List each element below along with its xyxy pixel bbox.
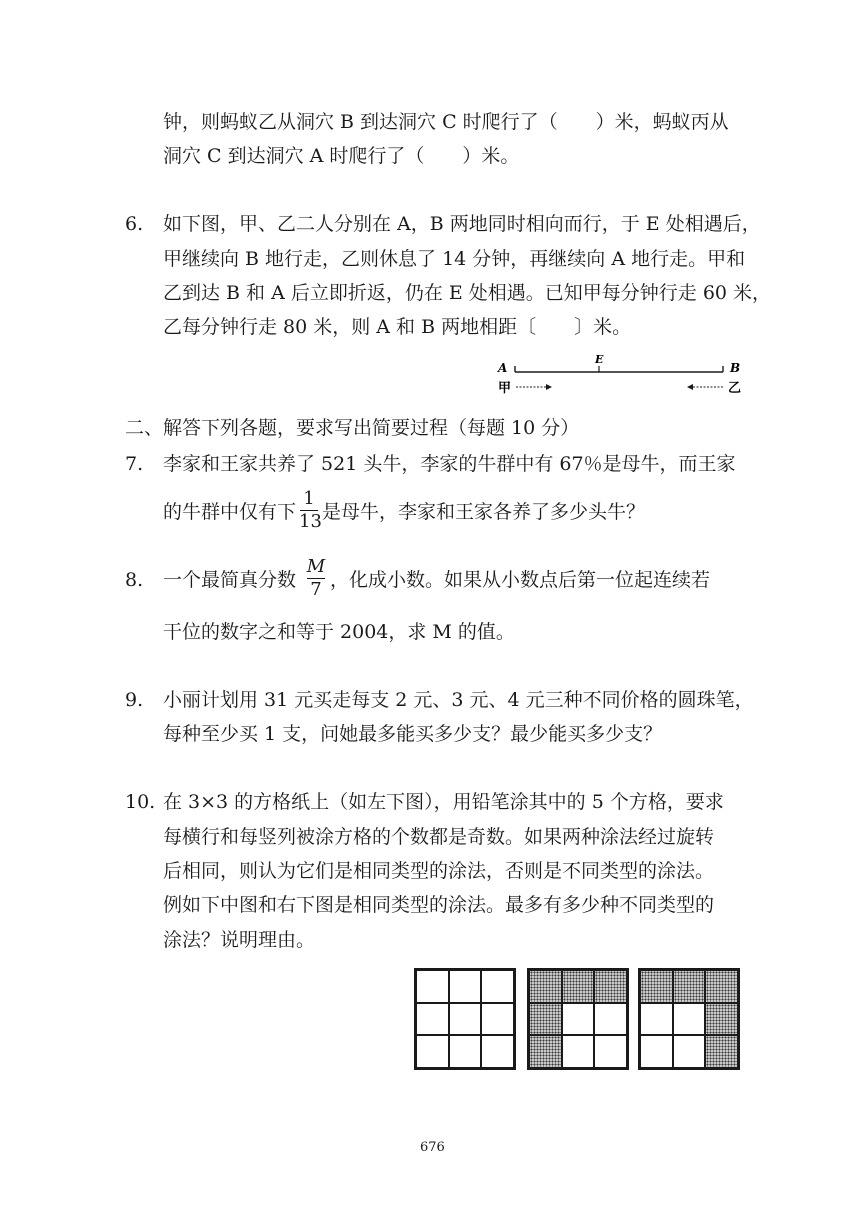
grid-cell-shaded: [529, 1035, 562, 1068]
problem9-number: 9.: [125, 689, 144, 711]
problem10-line-1: 在 3×3 的方格纸上（如左下图），用铅笔涂其中的 5 个方格，要求: [163, 791, 724, 813]
meeting-diagram: [490, 352, 750, 400]
grid-cell: [449, 1003, 482, 1036]
diagram-label-b: B: [730, 361, 741, 375]
problem6-line-3: 乙到达 B 和 A 后立即折返，仍在 E 处相遇。已知甲每分钟行走 60 米，: [163, 282, 772, 304]
problem10-line-4: 例如下中图和右下图是相同类型的涂法。最多有多少种不同类型的: [163, 894, 715, 916]
page-number: 676: [420, 1140, 445, 1155]
grid-cell: [640, 1035, 673, 1068]
yi-arrow-head: [687, 384, 693, 390]
problem6-line-1: 如下图，甲、乙二人分别在 A，B 两地同时相向而行，于 E 处相遇后，: [163, 213, 761, 235]
problem7-line-2-before: 的牛群中仅有下: [163, 501, 297, 523]
grid-right: [638, 968, 740, 1070]
grid-cell: [416, 970, 449, 1003]
problem8-line-2: 干位的数字之和等于 2004，求 M 的值。: [163, 621, 515, 643]
diagram-label-e: E: [595, 353, 604, 366]
problem7-line-1: 李家和王家共养了 521 头牛，李家的牛群中有 67％是母牛，而王家: [163, 453, 736, 475]
grid-left: [414, 968, 516, 1070]
problem7-fraction: [299, 488, 322, 532]
grid-cell-shaded: [705, 1035, 738, 1068]
grid-middle: [527, 968, 629, 1070]
problem6-number: 6.: [125, 213, 144, 235]
grid-cell: [449, 1035, 482, 1068]
problem10-line-5: 涂法？说明理由。: [163, 929, 316, 951]
problem9-line-1: 小丽计划用 31 元买走每支 2 元、3 元、4 元三种不同价格的圆珠笔，: [163, 689, 754, 711]
grid-cell: [562, 1035, 595, 1068]
fraction-numerator: M: [306, 556, 326, 577]
problem10-number: 10.: [125, 791, 156, 813]
problem8-line-1-before: 一个最简真分数: [163, 569, 297, 591]
problem9-line-2: 每种至少买 1 支，问她最多能买多少支？最少能买多少支？: [163, 723, 663, 745]
section-heading: 二、解答下列各题，要求写出简要过程（每题 10 分）: [125, 417, 580, 439]
grid-cell: [481, 970, 514, 1003]
grid-cell: [481, 1003, 514, 1036]
fraction-bar: [300, 510, 318, 511]
diagram-label-a: A: [498, 361, 508, 375]
grid-cell-shaded: [673, 970, 706, 1003]
grid-cell-shaded: [640, 970, 673, 1003]
grid-cell: [640, 1003, 673, 1036]
problem8-fraction: [306, 557, 326, 600]
grid-cell: [594, 1035, 627, 1068]
grid-cell-shaded: [594, 970, 627, 1003]
problem6-line-2: 甲继续向 B 地行走，乙则休息了 14 分钟，再继续向 A 地行走。甲和: [163, 248, 746, 270]
grid-cell-shaded: [705, 970, 738, 1003]
grid-cell: [481, 1035, 514, 1068]
problem7-line-2-after: 是母牛，李家和王家各养了多少头牛？: [322, 501, 646, 523]
diagram-person-yi: 乙: [728, 381, 742, 396]
problem8-line-1-after: ，化成小数。如果从小数点后第一位起连续若: [330, 569, 711, 591]
problem7-number: 7.: [125, 453, 144, 475]
problem10-line-2: 每横行和每竖列被涂方格的个数都是奇数。如果两种涂法经过旋转: [163, 826, 715, 848]
fraction-bar: [307, 578, 325, 579]
fraction-numerator: 1: [303, 488, 315, 509]
grid-cell: [673, 1035, 706, 1068]
grid-cell: [594, 1003, 627, 1036]
problem5-line-1: 钟，则蚂蚁乙从洞穴 B 到达洞穴 C 时爬行了（ ）米，蚂蚁丙从: [163, 111, 729, 133]
problem6-line-4: 乙每分钟行走 80 米，则 A 和 B 两地相距〔 〕米。: [163, 316, 632, 338]
problem8-number: 8.: [125, 569, 144, 591]
jia-arrow-head: [546, 384, 552, 390]
fraction-denominator: 7: [310, 579, 322, 600]
diagram-person-jia: 甲: [498, 381, 512, 396]
fraction-denominator: 13: [299, 511, 322, 532]
problem10-line-3: 后相同，则认为它们是相同类型的涂法，否则是不同类型的涂法。: [163, 860, 715, 882]
problem5-line-2: 洞穴 C 到达洞穴 A 时爬行了（ ）米。: [163, 145, 520, 167]
grid-cell: [416, 1003, 449, 1036]
grid-cell: [562, 1003, 595, 1036]
grid-cell-shaded: [529, 970, 562, 1003]
grid-cell-shaded: [529, 1003, 562, 1036]
grid-cell: [416, 1035, 449, 1068]
grid-cell-shaded: [705, 1003, 738, 1036]
grid-cell: [673, 1003, 706, 1036]
grid-cell: [449, 970, 482, 1003]
grid-cell-shaded: [562, 970, 595, 1003]
